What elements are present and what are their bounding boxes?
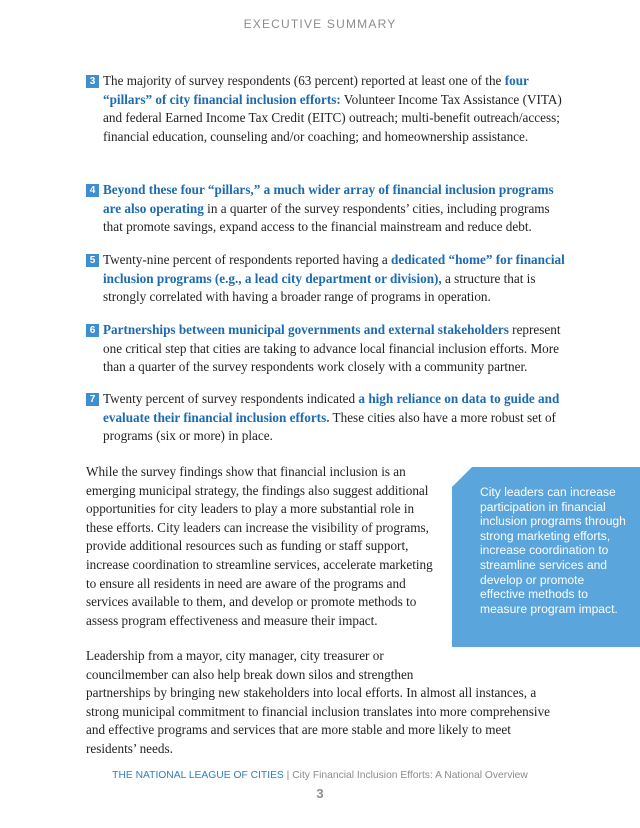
callout-corner-notch — [452, 467, 472, 487]
finding-number-badge: 4 — [86, 184, 99, 197]
footer-separator: | — [283, 770, 293, 781]
finding-number-badge: 6 — [86, 324, 99, 337]
finding-7 — [86, 390, 568, 446]
finding-highlight: dedicated “home” for financial inclusion programs (e.g., a lead city department or division), — [103, 252, 565, 286]
finding-text: Twenty-nine percent of respondents reported having a dedicated “home” for financial inclusion programs (e.g., a lead city department or division), a structure that is strongly correlated with having a broader range of programs in operation. — [103, 252, 565, 305]
page-footer — [0, 770, 640, 781]
finding-number-badge: 7 — [86, 393, 99, 406]
finding-text: The majority of survey respondents (63 percent) reported at least one of the four “pillars” of city financial inclusion efforts: Volunteer Income Tax Assistance (VITA) and federal Earned Income Tax Credit (EITC) outreach; multi-benefit outreach/access; financial education, counseling and/or coaching; and homeownership assistance. — [103, 73, 562, 144]
finding-3 — [86, 72, 568, 146]
page-header: EXECUTIVE SUMMARY — [243, 17, 397, 31]
finding-highlight: a high reliance on data to guide and evaluate their financial inclusion efforts. — [103, 391, 560, 425]
finding-5 — [86, 251, 568, 307]
finding-4 — [86, 181, 568, 237]
footer-doc-title: City Financial Inclusion Efforts: A National Overview — [292, 770, 528, 781]
finding-6 — [86, 321, 568, 377]
page-number: 3 — [316, 786, 324, 801]
finding-number-badge: 5 — [86, 254, 99, 267]
finding-highlight: four “pillars” of city financial inclusion efforts: — [103, 73, 529, 107]
body-paragraph-1: While the survey findings show that financial inclusion is an emerging municipal strategy, the findings also suggest additional opportunities for city leaders to play a more substantial role in these efforts. City leaders can increase the visibility of programs, provide additional resources such as funding or staff support, increase coordination to streamline services, accelerate marketing to ensure all residents in need are aware of the programs and services available to them, and develop or promote methods to assess program effectiveness and measure their impact. — [86, 464, 433, 628]
finding-text: Twenty percent of survey respondents indicated a high reliance on data to guide and evaluate their financial inclusion efforts. These cities also have a more robust set of programs (six or more) in place. — [103, 391, 560, 444]
footer-org: THE NATIONAL LEAGUE OF CITIES — [112, 770, 284, 781]
finding-highlight: Beyond these four “pillars,” a much wider array of financial inclusion programs are also operating — [103, 182, 554, 216]
finding-highlight: Partnerships between municipal governments and external stakeholders — [103, 322, 509, 337]
body-paragraph-2-lead: Leadership from a mayor, city manager, city treasurer or councilmember can also help break down silos and strengthen — [86, 648, 414, 682]
finding-text: Partnerships between municipal governments and external stakeholders represent one critical step that cities are taking to advance local financial inclusion efforts. More than a quarter of the survey respondents work closely with a community partner. — [103, 322, 561, 375]
body-paragraph-2: partnerships by bringing new stakeholders into local efforts. In almost all instances, a strong municipal commitment to financial inclusion translates into more comprehensive and effective programs and services that are more stable and more likely to meet residents’ needs. — [86, 685, 551, 756]
finding-text: Beyond these four “pillars,” a much wider array of financial inclusion programs are also operating in a quarter of the survey respondents’ cities, including programs that promote savings, expand access to the financial mainstream and reduce debt. — [103, 182, 554, 235]
pull-quote-text: City leaders can increase participation in financial inclusion programs through strong marketing efforts, increase coordination to streamline services and develop or promote effective methods to measure program impact. — [480, 485, 626, 616]
finding-number-badge: 3 — [86, 75, 99, 88]
pull-quote-callout — [452, 467, 640, 647]
